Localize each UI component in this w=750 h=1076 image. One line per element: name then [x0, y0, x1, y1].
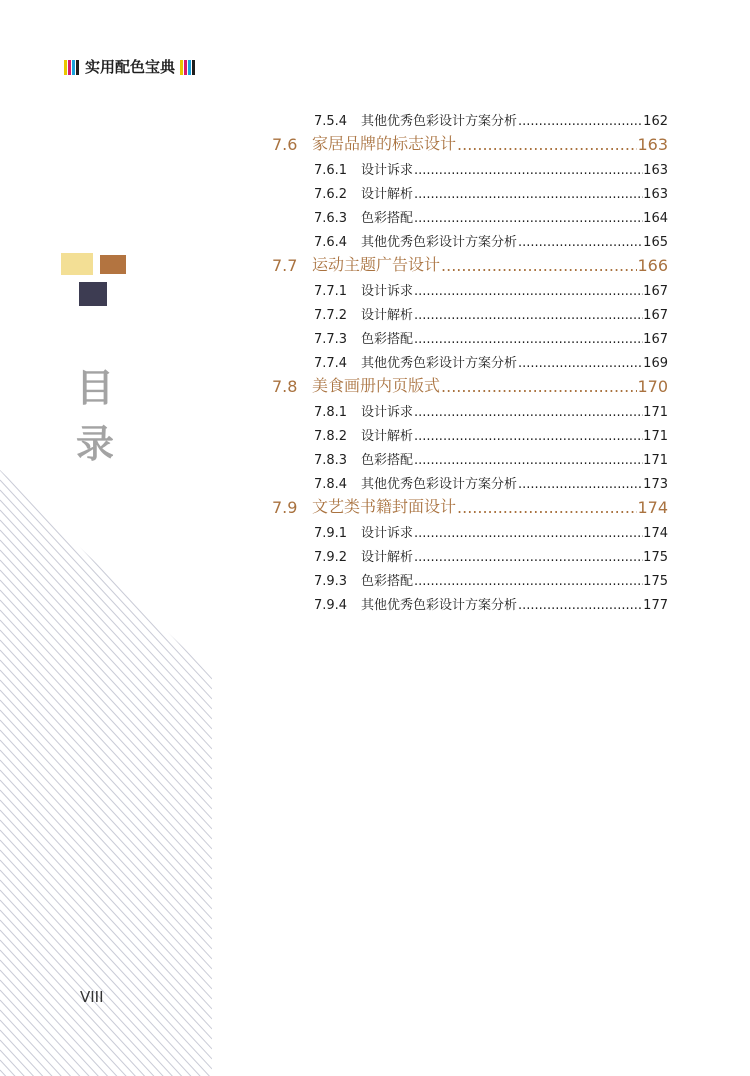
toc-leader-dots [413, 163, 643, 178]
stripe-line [0, 470, 212, 479]
color-bar [184, 60, 187, 75]
toc-entry-page: 175 [643, 550, 668, 565]
toc-entry-number: 7.8 [272, 377, 298, 396]
toc-entry-number: 7.6.2 [314, 187, 348, 202]
toc-heading [72, 360, 118, 472]
toc-entry-title: 色彩搭配 [361, 332, 414, 347]
toc-section-row[interactable] [272, 154, 668, 178]
toc-section-row[interactable] [272, 347, 668, 371]
toc-entry-number: 7.8.3 [314, 453, 348, 468]
toc-section-row[interactable] [272, 444, 668, 468]
stripe-line [0, 1020, 212, 1076]
toc-entry-number: 7.6.3 [314, 211, 348, 226]
toc-entry-number: 7.9.4 [314, 598, 348, 613]
toc-entry-title: 运动主题广告设计 [312, 255, 441, 274]
toc-entry-page: 163 [643, 187, 668, 202]
color-bar [68, 60, 71, 75]
stripe-line [0, 880, 212, 1076]
toc-entry-number: 7.7.1 [314, 284, 348, 299]
toc-entry-page: 169 [643, 356, 668, 371]
toc-entry-number: 7.8.4 [314, 477, 348, 492]
stripe-line [0, 970, 212, 1076]
color-bars-right-icon [180, 60, 196, 75]
color-bar [72, 60, 75, 75]
toc-entry-number: 7.7.3 [314, 332, 348, 347]
stripe-line [0, 900, 212, 1076]
toc-leader-dots [440, 377, 637, 396]
stripe-line [0, 470, 212, 609]
toc-entry-title: 其他优秀色彩设计方案分析 [361, 235, 518, 250]
toc-chapter-row[interactable] [272, 250, 668, 275]
toc-entry-page: 167 [643, 284, 668, 299]
toc-heading-char-1: 目 [75, 366, 114, 410]
toc-section-row[interactable] [272, 275, 668, 299]
color-bar [180, 60, 183, 75]
toc-entry-title: 设计解析 [361, 550, 414, 565]
toc-entry-title: 色彩搭配 [361, 574, 414, 589]
swatch-brown [100, 255, 126, 274]
stripe-line [0, 1010, 212, 1076]
stripe-line [0, 890, 212, 1076]
toc-entry-page: 163 [637, 135, 668, 154]
toc-entry-page: 177 [643, 598, 668, 613]
stripe-line [0, 470, 212, 499]
toc-leader-dots [517, 598, 643, 613]
toc-heading-char-2: 录 [75, 422, 114, 466]
color-bar [188, 60, 191, 75]
toc-entry-number: 7.5.4 [314, 114, 348, 129]
toc-entry-page: 167 [643, 332, 668, 347]
stripe-line [0, 470, 212, 509]
toc-entry-page: 171 [643, 405, 668, 420]
stripe-line [0, 920, 212, 1076]
toc-section-row[interactable] [272, 226, 668, 250]
toc-entry-page: 163 [643, 163, 668, 178]
toc-leader-dots [413, 284, 643, 299]
stripe-line [0, 950, 212, 1076]
toc-leader-dots [517, 356, 643, 371]
toc-entry-title: 设计诉求 [361, 405, 414, 420]
toc-entry-title: 色彩搭配 [361, 211, 414, 226]
running-header [64, 58, 196, 76]
stripe-line [0, 860, 212, 1076]
toc-section-row[interactable] [272, 589, 668, 613]
toc-leader-dots [413, 211, 643, 226]
stripe-line [0, 990, 212, 1076]
toc-entry-title: 其他优秀色彩设计方案分析 [361, 356, 518, 371]
toc-entry-page: 165 [643, 235, 668, 250]
toc-entry-title: 设计解析 [361, 187, 414, 202]
toc-entry-title: 其他优秀色彩设计方案分析 [361, 114, 518, 129]
toc-entry-number: 7.6 [272, 135, 298, 154]
toc-leader-dots [517, 235, 643, 250]
toc-entry-title: 色彩搭配 [361, 453, 414, 468]
toc-chapter-row[interactable] [272, 129, 668, 154]
toc-entry-number: 7.6.1 [314, 163, 348, 178]
toc-entry-title: 美食画册内页版式 [312, 376, 441, 395]
toc-entry-title: 其他优秀色彩设计方案分析 [361, 477, 518, 492]
diagonal-stripes-decoration [0, 470, 212, 1076]
toc-leader-dots [413, 526, 643, 541]
toc-entry-number: 7.7 [272, 256, 298, 275]
toc-section-row[interactable] [272, 178, 668, 202]
swatch-navy [79, 282, 107, 306]
toc-entry-number: 7.9.3 [314, 574, 348, 589]
toc-entry-number: 7.7.2 [314, 308, 348, 323]
toc-entry-number: 7.9.1 [314, 526, 348, 541]
swatch-light-yellow [61, 253, 93, 275]
toc-entry-page: 175 [643, 574, 668, 589]
toc-entry-number: 7.8.2 [314, 429, 348, 444]
toc-entry-title: 家居品牌的标志设计 [312, 134, 457, 153]
toc-entry-page: 166 [637, 256, 668, 275]
toc-entry-page: 171 [643, 429, 668, 444]
toc-entry-number: 7.9.2 [314, 550, 348, 565]
toc-chapter-row[interactable] [272, 492, 668, 517]
color-bar [76, 60, 79, 75]
toc-leader-dots [413, 308, 643, 323]
toc-entry-page: 171 [643, 453, 668, 468]
toc-entry-page: 164 [643, 211, 668, 226]
toc-leader-dots [456, 135, 637, 154]
stripe-line [0, 1040, 212, 1076]
stripe-line [0, 470, 212, 489]
toc-leader-dots [517, 114, 643, 129]
toc-entry-title: 文艺类书籍封面设计 [312, 497, 457, 516]
toc-leader-dots [413, 574, 643, 589]
toc-entry-page: 162 [643, 114, 668, 129]
stripe-line [0, 960, 212, 1076]
stripe-line [0, 470, 212, 529]
stripe-line [0, 470, 212, 519]
toc-entry-number: 7.7.4 [314, 356, 348, 371]
toc-leader-dots [413, 332, 643, 347]
toc-leader-dots [440, 256, 637, 275]
toc-entry-number: 7.9 [272, 498, 298, 517]
toc-entry-title: 设计解析 [361, 308, 414, 323]
toc-chapter-row[interactable] [272, 371, 668, 396]
toc-leader-dots [413, 453, 643, 468]
toc-leader-dots [413, 187, 643, 202]
toc-entry-title: 其他优秀色彩设计方案分析 [361, 598, 518, 613]
toc-entry-page: 174 [643, 526, 668, 541]
stripe-line [0, 470, 212, 669]
toc-leader-dots [456, 498, 637, 517]
toc-entry-number: 7.8.1 [314, 405, 348, 420]
toc-entry-title: 设计诉求 [361, 163, 414, 178]
toc-entry-page: 167 [643, 308, 668, 323]
toc-section-row[interactable] [272, 468, 668, 492]
toc-leader-dots [413, 429, 643, 444]
color-bar [192, 60, 195, 75]
toc-section-row[interactable] [272, 420, 668, 444]
toc-leader-dots [413, 405, 643, 420]
toc-entry-page: 170 [637, 377, 668, 396]
toc-entry-title: 设计诉求 [361, 284, 414, 299]
toc-entry-page: 173 [643, 477, 668, 492]
toc-section-row[interactable] [272, 396, 668, 420]
stripe-line [0, 470, 212, 649]
toc-section-row[interactable] [272, 299, 668, 323]
book-title: 实用配色宝典 [85, 58, 176, 76]
toc-leader-dots [517, 477, 643, 492]
stripe-line [0, 1030, 212, 1076]
toc-entry-number: 7.6.4 [314, 235, 348, 250]
toc-entry-title: 设计诉求 [361, 526, 414, 541]
stripe-line [0, 940, 212, 1076]
stripe-line [0, 470, 212, 549]
toc-section-row[interactable] [272, 565, 668, 589]
table-of-contents [272, 105, 668, 613]
stripe-line [0, 470, 212, 689]
toc-leader-dots [413, 550, 643, 565]
stripe-line [0, 470, 212, 589]
color-bars-left-icon [64, 60, 80, 75]
toc-section-row[interactable] [272, 323, 668, 347]
toc-section-row[interactable] [272, 517, 668, 541]
toc-section-row[interactable] [272, 541, 668, 565]
page-number: VIII [80, 988, 104, 1006]
color-bar [64, 60, 67, 75]
stripe-line [0, 1060, 212, 1076]
toc-entry-title: 设计解析 [361, 429, 414, 444]
toc-section-row[interactable] [272, 105, 668, 129]
toc-section-row[interactable] [272, 202, 668, 226]
toc-entry-page: 174 [637, 498, 668, 517]
